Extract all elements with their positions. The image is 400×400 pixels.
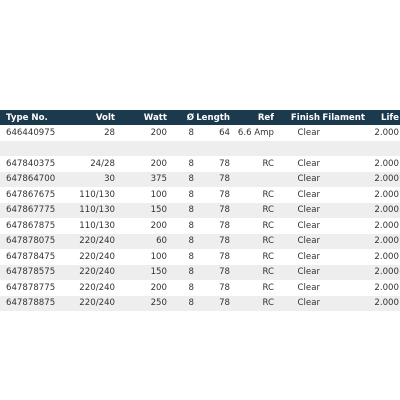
cell-finish: Clear (297, 298, 320, 309)
table-row (0, 172, 400, 188)
cell-finish: Clear (297, 158, 320, 169)
cell-ref: RC (262, 236, 274, 247)
cell-watt: 100 (150, 251, 167, 262)
cell-volt: 220/240 (79, 298, 115, 309)
cell-diameter: 8 (188, 205, 194, 216)
cell-life: 2.000 (374, 236, 399, 247)
table-row (0, 296, 400, 312)
cell-watt: 375 (150, 174, 167, 185)
cell-volt: 110/130 (79, 189, 115, 200)
cell-life: 2.000 (374, 158, 399, 169)
cell-volt: 220/240 (79, 236, 115, 247)
cell-volt: 220/240 (79, 282, 115, 293)
cell-volt: 110/130 (79, 205, 115, 216)
header-ref: Ref (257, 112, 274, 123)
table-row (0, 265, 400, 281)
table-row (0, 234, 400, 250)
cell-finish: Clear (297, 205, 320, 216)
cell-length: 78 (219, 236, 230, 247)
cell-ref: RC (262, 205, 274, 216)
table-row (0, 280, 400, 296)
cell-diameter: 8 (188, 282, 194, 293)
cell-volt: 28 (104, 127, 115, 138)
table-row (0, 125, 400, 141)
cell-diameter: 8 (188, 236, 194, 247)
cell-diameter: 8 (188, 220, 194, 231)
cell-type-no: 647867675 (6, 189, 56, 200)
cell-type-no: 647878875 (6, 298, 56, 309)
header-watt: Watt (143, 112, 167, 123)
cell-ref: RC (262, 220, 274, 231)
cell-length: 78 (219, 189, 230, 200)
cell-finish: Clear (297, 189, 320, 200)
cell-diameter: 8 (188, 251, 194, 262)
cell-watt: 200 (150, 220, 167, 231)
cell-diameter: 8 (188, 267, 194, 278)
cell-finish: Clear (297, 127, 320, 138)
cell-life: 2.000 (374, 267, 399, 278)
cell-finish: Clear (297, 174, 320, 185)
cell-ref: 6.6 Amp (237, 127, 274, 138)
cell-length: 78 (219, 158, 230, 169)
cell-finish: Clear (297, 282, 320, 293)
cell-length: 78 (219, 174, 230, 185)
cell-volt: 220/240 (79, 267, 115, 278)
cell-life: 2.000 (374, 189, 399, 200)
table-header-row (0, 110, 400, 125)
table-row (0, 156, 400, 172)
cell-length: 78 (219, 298, 230, 309)
cell-length: 78 (219, 220, 230, 231)
cell-watt: 200 (150, 282, 167, 293)
product-spec-table (0, 110, 400, 311)
cell-watt: 200 (150, 127, 167, 138)
table-row (0, 187, 400, 203)
cell-finish: Clear (297, 267, 320, 278)
cell-diameter: 8 (188, 189, 194, 200)
cell-type-no: 647878475 (6, 251, 56, 262)
cell-length: 78 (219, 251, 230, 262)
cell-watt: 250 (150, 298, 167, 309)
cell-ref: RC (262, 298, 274, 309)
cell-type-no: 647867775 (6, 205, 56, 216)
header-length: Length (196, 112, 230, 123)
cell-length: 64 (219, 127, 230, 138)
cell-volt: 220/240 (79, 251, 115, 262)
header-diameter: Ø (186, 112, 194, 123)
cell-watt: 200 (150, 158, 167, 169)
cell-length: 78 (219, 282, 230, 293)
cell-life: 2.000 (374, 127, 399, 138)
cell-type-no: 647840375 (6, 158, 56, 169)
cell-ref: RC (262, 267, 274, 278)
cell-watt: 150 (150, 267, 167, 278)
table-row (0, 203, 400, 219)
cell-finish: Clear (297, 220, 320, 231)
table-row (0, 249, 400, 265)
header-volt: Volt (95, 112, 115, 123)
cell-finish: Clear (297, 251, 320, 262)
cell-life: 2.000 (374, 251, 399, 262)
cell-type-no: 646440975 (6, 127, 56, 138)
cell-ref: RC (262, 158, 274, 169)
table-row (0, 218, 400, 234)
cell-ref: RC (262, 282, 274, 293)
cell-ref: RC (262, 251, 274, 262)
header-life: Life (381, 112, 399, 123)
cell-life: 2.000 (374, 205, 399, 216)
cell-type-no: 647878075 (6, 236, 56, 247)
cell-ref: RC (262, 189, 274, 200)
cell-diameter: 8 (188, 158, 194, 169)
cell-type-no: 647878575 (6, 267, 56, 278)
cell-volt: 24/28 (90, 158, 115, 169)
cell-finish: Clear (297, 236, 320, 247)
cell-volt: 110/130 (79, 220, 115, 231)
cell-diameter: 8 (188, 174, 194, 185)
cell-watt: 60 (156, 236, 167, 247)
cell-volt: 30 (104, 174, 115, 185)
cell-type-no: 647878775 (6, 282, 56, 293)
cell-length: 78 (219, 267, 230, 278)
cell-watt: 150 (150, 205, 167, 216)
cell-life: 2.000 (374, 220, 399, 231)
table-body (0, 125, 400, 311)
header-filament: Filament (322, 112, 365, 123)
header-finish: Finish (290, 112, 320, 123)
cell-life: 2.000 (374, 298, 399, 309)
header-type-no: Type No. (6, 112, 48, 123)
cell-type-no: 647867875 (6, 220, 56, 231)
cell-type-no: 647864700 (6, 174, 56, 185)
cell-life: 2.000 (374, 282, 399, 293)
cell-diameter: 8 (188, 127, 194, 138)
cell-diameter: 8 (188, 298, 194, 309)
cell-life: 2.000 (374, 174, 399, 185)
cell-watt: 100 (150, 189, 167, 200)
cell-length: 78 (219, 205, 230, 216)
table-row (0, 141, 400, 157)
